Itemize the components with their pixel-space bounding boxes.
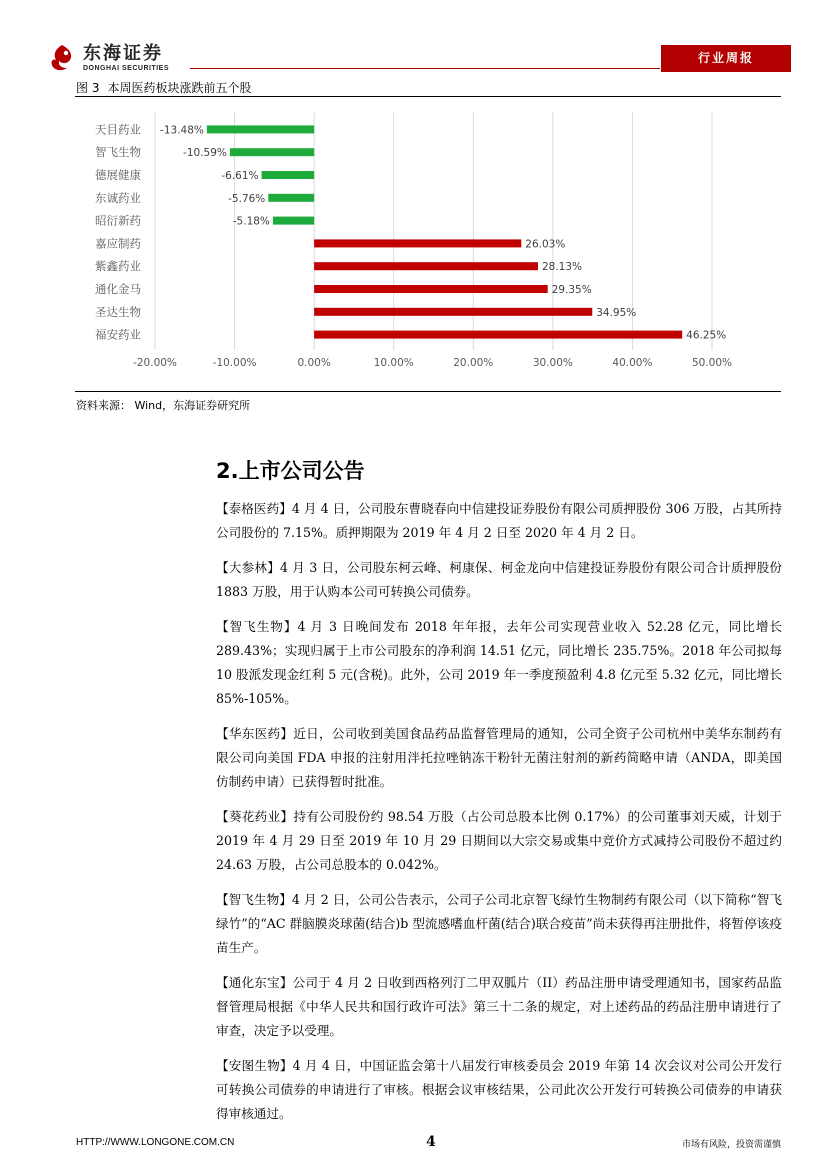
- footer-website: HTTP://WWW.LONGONE.COM.CN: [76, 1137, 235, 1148]
- x-tick-label: 20.00%: [453, 357, 494, 369]
- data-label: -10.59%: [183, 147, 227, 160]
- bar: [314, 262, 538, 270]
- data-label: -6.61%: [221, 170, 259, 182]
- data-label: 26.03%: [525, 238, 566, 251]
- x-tick-label: -10.00%: [212, 357, 257, 369]
- announcement-paragraph: 【葵花药业】持有公司股份约 98.54 万股（占公司总股本比例 0.17%）的公司董事刘天威，计划于 2019 年 4 月 29 日至 2019 年 10 月 29 日期间以大宗交易或集中竞价方式减持公司股份不超过约 24.63 万股，占公司总股本的 0.042%。: [216, 809, 782, 872]
- data-label: 28.13%: [541, 261, 583, 274]
- logo-english-name: DONGHAI SECURITIES: [83, 64, 170, 72]
- announcement-paragraph: 【通化东宝】公司于 4 月 2 日收到西格列汀二甲双胍片（II）药品注册申请受理通知书，国家药品监督管理局根据《中华人民共和国行政许可法》第三十二条的规定，对上述药品的药品注册申请进行了审查，决定予以受理。: [216, 975, 782, 1038]
- footer-risk-note: 市场有风险，投资需谨慎: [681, 1140, 781, 1150]
- category-label: 紫鑫药业: [95, 259, 141, 274]
- announcement-paragraph: 【泰格医药】4 月 4 日，公司股东曹晓春向中信建投证券股份有限公司质押股份 306 万股，占其所持公司股份的 7.15%。质押期限为 2019 年 4 月 2 日至 2020 年 4 月 2 日。: [216, 501, 782, 540]
- announcement-paragraph: 【智飞生物】4 月 2 日，公司公告表示，公司子公司北京智飞绿竹生物制药有限公司（以下简称“智飞绿竹”的“AC 群脑膜炎球菌(结合)b 型流感嗜血杆菌(结合)联合疫苗”尚未获得再注册批件，将暂停该疫苗生产。: [216, 892, 782, 955]
- announcement-paragraph: 【智飞生物】4 月 3 日晚间发布 2018 年年报，去年公司实现营业收入 52.28 亿元，同比增长 289.43%；实现归属于上市公司股东的净利润 14.51 亿元，同比增长 235.75%。2018 年公司拟每 10 股派发现金红利 5 元(含税)。此外，公司 2019 年一季度预盈利 4.8 亿元至 5.32 亿元，同比增长 85%-105%。: [216, 619, 782, 706]
- bar: [230, 148, 314, 156]
- report-type-tag: 行业周报: [661, 45, 791, 72]
- data-label: -13.48%: [160, 124, 204, 137]
- figure-title: 本周医药板块涨跌前五个股: [107, 81, 252, 95]
- stock-change-bar-chart: [75, 98, 781, 388]
- figure-source: 资料来源： Wind，东海证券研究所: [76, 399, 251, 412]
- header-divider: [190, 68, 660, 69]
- bar: [268, 194, 314, 202]
- figure-caption: [76, 79, 259, 96]
- data-label: 34.95%: [596, 306, 637, 319]
- category-label: 通化金马: [95, 282, 141, 296]
- bar: [207, 125, 314, 133]
- category-label: 智飞生物: [95, 145, 141, 160]
- category-label: 昭衍新药: [95, 213, 141, 228]
- company-logo: [47, 42, 169, 74]
- x-tick-label: -20.00%: [133, 357, 177, 369]
- bar: [273, 217, 314, 225]
- category-label: 福安药业: [95, 327, 141, 342]
- announcements-body: [216, 497, 782, 1137]
- announcement-paragraph: 【安图生物】4 月 4 日，中国证监会第十八届发行审核委员会 2019 年第 14 次会议对公司公开发行可转换公司债券的申请进行了审核。根据会议审核结果，公司此次公开发行可转换公司债券的申请获得审核通过。: [216, 1058, 782, 1121]
- x-tick-label: 10.00%: [373, 357, 414, 369]
- category-label: 嘉应制药: [95, 236, 141, 251]
- x-tick-label: 0.00%: [297, 357, 331, 369]
- figure-label: 图 3: [76, 81, 100, 95]
- x-tick-label: 50.00%: [691, 357, 733, 369]
- category-label: 天目药业: [95, 122, 141, 137]
- bar: [314, 308, 592, 316]
- bar: [314, 239, 521, 247]
- bar: [314, 331, 682, 339]
- bar: [262, 171, 315, 179]
- figure-top-rule: [75, 96, 781, 97]
- category-label: 圣达生物: [95, 304, 141, 319]
- data-label: -5.76%: [228, 192, 266, 205]
- category-label: 东诚药业: [95, 190, 141, 205]
- logo-chinese-name: 东海证券: [83, 42, 163, 64]
- bar: [314, 285, 548, 293]
- category-label: 德展健康: [95, 168, 141, 182]
- figure-bottom-rule: [75, 391, 781, 392]
- announcement-paragraph: 【大参林】4 月 3 日，公司股东柯云峰、柯康保、柯金龙向中信建投证券股份有限公司合计质押股份 1883 万股，用于认购本公司可转换公司债券。: [216, 560, 782, 599]
- x-tick-label: 40.00%: [612, 357, 653, 369]
- data-label: 29.35%: [551, 284, 592, 296]
- data-label: 46.25%: [686, 329, 727, 342]
- donghai-logo-icon: [47, 43, 77, 73]
- section-title: 2.上市公司公告: [216, 459, 365, 483]
- data-label: -5.18%: [232, 215, 270, 228]
- page-number: 4: [426, 1134, 436, 1150]
- announcement-paragraph: 【华东医药】近日，公司收到美国食品药品监督管理局的通知，公司全资子公司杭州中美华东制药有限公司向美国 FDA 申报的注射用泮托拉唑钠冻干粉针无菌注射剂的新药简略申请（ANDA，即美国仿制药申请）已获得暂时批准。: [216, 726, 782, 789]
- x-tick-label: 30.00%: [532, 357, 573, 369]
